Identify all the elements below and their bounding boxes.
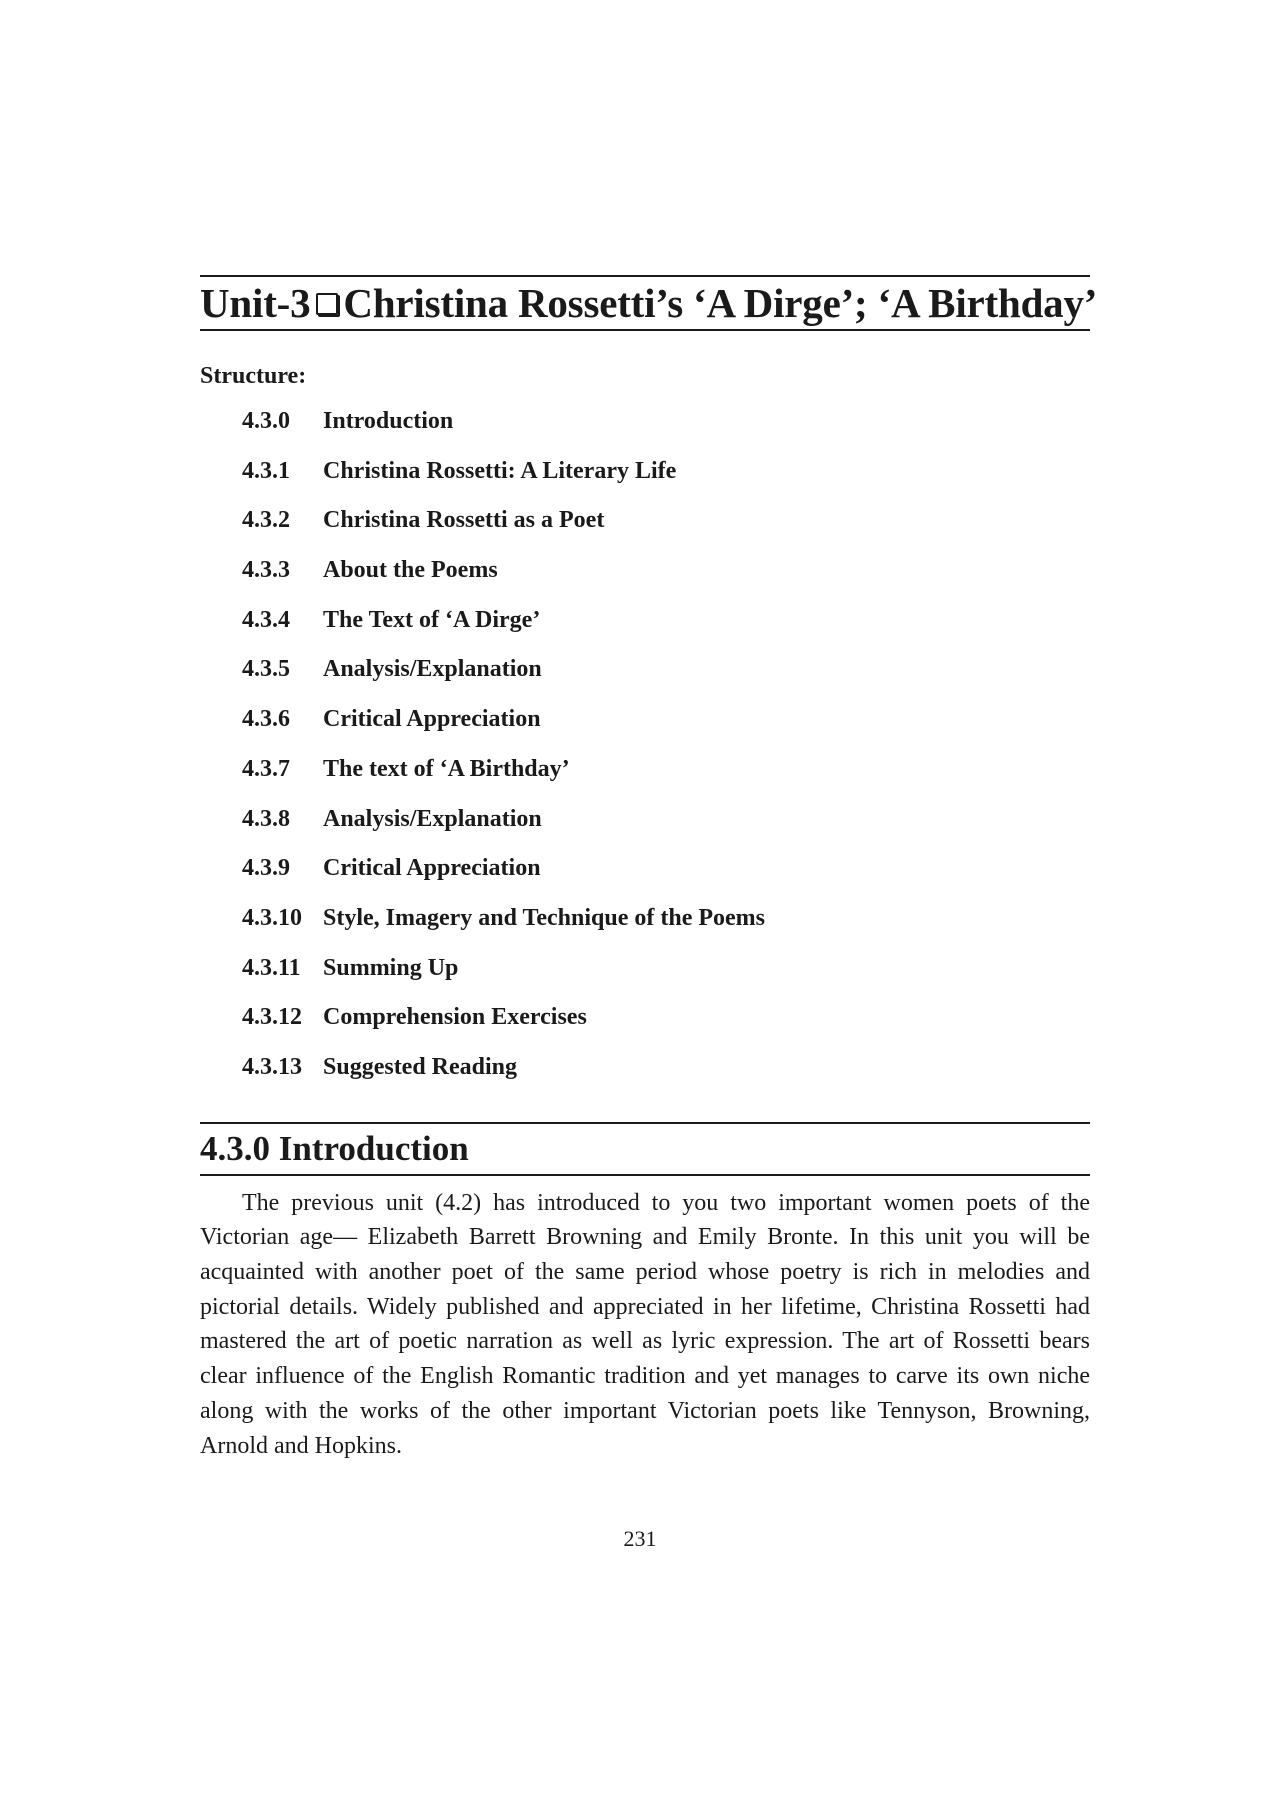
toc-item-number: 4.3.9 [242, 855, 290, 882]
toc-item-title: Introduction [323, 408, 454, 434]
toc-item-title: Analysis/Explanation [323, 656, 542, 683]
toc-item-number: 4.3.1 [242, 457, 290, 484]
toc-item [242, 1052, 1090, 1102]
toc-item-number: 4.3.3 [242, 557, 290, 584]
toc-item [242, 505, 1090, 555]
toc-item-title: Comprehension Exercises [323, 1004, 587, 1031]
unit-heading [200, 275, 1098, 331]
toc-item [242, 903, 1090, 953]
unit-title: Christina Rossetti’s ‘A Dirge’; ‘A Birthday’ [343, 280, 1098, 326]
toc-item-title: The text of ‘A Birthday’ [323, 755, 570, 782]
toc-item-number: 4.3.8 [242, 805, 290, 832]
structure-list [242, 406, 1090, 1102]
toc-item-title: Christina Rossetti: A Literary Life [323, 457, 677, 484]
toc-item [242, 456, 1090, 506]
toc-item-title: About the Poems [323, 557, 498, 584]
toc-item [242, 555, 1090, 605]
toc-item-number: 4.3.7 [242, 755, 290, 782]
introduction-paragraph: The previous unit (4.2) has introduced to you two important women poets of the Victorian age— Elizabeth Barrett Browning and Emily Bronte. In this unit you will be acquainted with another poet of the same period whose poetry is rich in melodies and pictorial details. Widely published and appreciated in her lifetime, Christina Rossetti had mastered the art of poetic narration as well as lyric expression. The art of Rossetti bears clear influence of the English Romantic tradition and yet manages to carve its own niche along with the works of the other important Victorian poets like Tennyson, Browning, Arnold and Hopkins. [200, 1189, 1090, 1459]
introduction-heading: 4.3.0 Introduction [200, 1122, 1090, 1176]
toc-item-number: 4.3.10 [242, 904, 302, 931]
toc-item-title: Critical Appreciation [323, 855, 541, 882]
unit-label: Unit-3 [200, 280, 311, 326]
toc-item-title: Analysis/Explanation [323, 805, 542, 832]
toc-item [242, 953, 1090, 1003]
document-page [200, 275, 1098, 1463]
page-number: 231 [623, 1526, 657, 1551]
toc-item-title: Critical Appreciation [323, 706, 541, 733]
toc-item-number: 4.3.2 [242, 507, 290, 534]
toc-item-title: Style, Imagery and Technique of the Poems [323, 904, 766, 931]
toc-item [242, 853, 1090, 903]
toc-item [242, 754, 1090, 804]
toc-item-number: 4.3.4 [242, 606, 290, 633]
toc-item [242, 704, 1090, 754]
toc-item-number: 4.3.0 [242, 408, 290, 434]
toc-item-number: 4.3.12 [242, 1004, 302, 1031]
toc-item-number: 4.3.5 [242, 656, 290, 683]
toc-item-number: 4.3.6 [242, 706, 290, 733]
toc-item-title: Suggested Reading [323, 1053, 518, 1080]
toc-item-number: 4.3.13 [242, 1053, 302, 1080]
toc-item-number: 4.3.11 [242, 954, 301, 981]
toc-item [242, 804, 1090, 854]
toc-item [242, 605, 1090, 655]
structure-label: Structure: [200, 363, 307, 389]
checkbox-icon [316, 293, 338, 315]
toc-item-title: The Text of ‘A Dirge’ [323, 606, 541, 633]
toc-item [242, 1002, 1090, 1052]
toc-item [242, 406, 1090, 456]
toc-item-title: Summing Up [323, 954, 459, 981]
toc-item [242, 654, 1090, 704]
toc-item-title: Christina Rossetti as a Poet [323, 507, 605, 534]
